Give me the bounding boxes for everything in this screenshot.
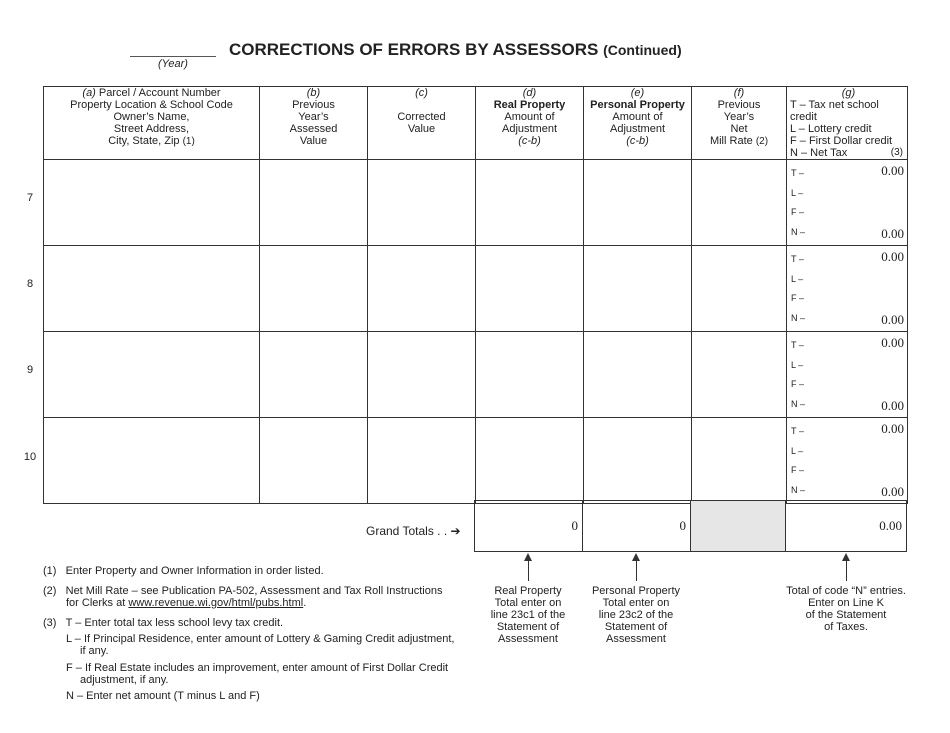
code-l: L –	[791, 360, 804, 370]
real-property-total: 0	[571, 518, 578, 533]
previous-assessed-cell[interactable]	[260, 160, 368, 246]
net-tax-note: Total of code “N” entries. Enter on Line K of the Statement of Taxes.	[786, 585, 906, 633]
code-l: L –	[791, 188, 804, 198]
corrections-table	[43, 86, 908, 504]
real-property-total-cell	[475, 501, 583, 552]
up-arrow-icon	[528, 559, 529, 581]
real-property-note: Real Property Total enter on line 23c1 of the Statement of Assessment	[490, 585, 566, 645]
up-arrow-icon	[846, 559, 847, 581]
footnote-3-f-cont: adjustment, if any.	[80, 674, 169, 686]
column-e-header: (e) Personal Property Amount of Adjustment (c-b)	[584, 87, 692, 160]
tax-codes-cell[interactable]	[787, 332, 908, 418]
footnote-3-f: F – If Real Estate includes an improvement, enter amount of First Dollar Credit	[66, 662, 449, 674]
mill-rate-cell[interactable]	[692, 418, 787, 504]
column-d-header: (d) Real Property Amount of Adjustment (c-b)	[476, 87, 584, 160]
previous-assessed-cell[interactable]	[260, 332, 368, 418]
corrected-value-cell[interactable]	[368, 160, 476, 246]
table-row	[44, 418, 908, 504]
title-continued: (Continued)	[603, 42, 682, 58]
parcel-cell[interactable]	[44, 246, 260, 332]
column-a-header: (a) Parcel / Account Number Property Location & School Code Owner’s Name, Street Address, City, State, Zip (1)	[44, 87, 260, 160]
t-value: 0.00	[881, 163, 904, 178]
code-f: F –	[791, 465, 805, 475]
row-number: 9	[26, 364, 34, 376]
code-l: L –	[791, 274, 804, 284]
previous-assessed-cell[interactable]	[260, 418, 368, 504]
personal-property-cell[interactable]	[584, 418, 692, 504]
parcel-cell[interactable]	[44, 332, 260, 418]
net-tax-total: 0.00	[879, 518, 902, 533]
column-b-header: (b) Previous Year’s Assessed Value	[260, 87, 368, 160]
real-property-cell[interactable]	[476, 160, 584, 246]
column-g-header: (g) T – Tax net school credit L – Lottery credit F – First Dollar credit N – Net Tax (3)	[787, 87, 908, 160]
t-value: 0.00	[881, 335, 904, 350]
personal-property-cell[interactable]	[584, 246, 692, 332]
publications-link[interactable]: www.revenue.wi.gov/html/pubs.html	[128, 597, 304, 609]
footnote-3-l-cont: if any.	[80, 645, 109, 657]
real-property-cell[interactable]	[476, 332, 584, 418]
code-f: F –	[791, 379, 805, 389]
n-value: 0.00	[881, 484, 904, 499]
mill-rate-cell[interactable]	[692, 332, 787, 418]
personal-property-note: Personal Property Total enter on line 23c2 of the Statement of Assessment	[591, 585, 681, 645]
footnote-2: (2) Net Mill Rate – see Publication PA-502, Assessment and Tax Roll Instructions	[43, 585, 443, 597]
column-c-header: (c) Corrected Value	[368, 87, 476, 160]
up-arrow-icon	[636, 559, 637, 581]
n-value: 0.00	[881, 312, 904, 327]
row-number: 10	[23, 451, 37, 463]
n-value: 0.00	[881, 398, 904, 413]
real-property-cell[interactable]	[476, 418, 584, 504]
footnote-2-cont: for Clerks at www.revenue.wi.gov/html/pubs.html.	[66, 597, 307, 609]
footnote-3-l: L – If Principal Residence, enter amount of Lottery & Gaming Credit adjustment,	[66, 633, 455, 645]
table-row	[44, 332, 908, 418]
table-row	[44, 160, 908, 246]
page-title: CORRECTIONS OF ERRORS BY ASSESSORS (Continued)	[229, 40, 682, 59]
personal-property-total-cell	[583, 501, 691, 552]
parcel-cell[interactable]	[44, 418, 260, 504]
year-label: (Year)	[158, 58, 188, 70]
personal-property-total: 0	[679, 518, 686, 533]
t-value: 0.00	[881, 421, 904, 436]
personal-property-cell[interactable]	[584, 160, 692, 246]
code-n: N –	[791, 313, 806, 323]
code-n: N –	[791, 399, 806, 409]
code-t: T –	[791, 340, 804, 350]
grand-totals-row	[474, 500, 907, 552]
mill-rate-total-cell-shaded	[691, 501, 786, 552]
code-l: L –	[791, 446, 804, 456]
header-row	[44, 87, 908, 160]
code-n: N –	[791, 485, 806, 495]
row-number: 8	[26, 278, 34, 290]
code-t: T –	[791, 168, 804, 178]
code-t: T –	[791, 254, 804, 264]
corrected-value-cell[interactable]	[368, 332, 476, 418]
code-f: F –	[791, 207, 805, 217]
year-input-line[interactable]	[130, 56, 216, 57]
personal-property-cell[interactable]	[584, 332, 692, 418]
footnote-3: (3) T – Enter total tax less school levy tax credit.	[43, 617, 284, 629]
footnote-3-n: N – Enter net amount (T minus L and F)	[66, 690, 260, 702]
net-tax-total-cell	[786, 501, 907, 552]
mill-rate-cell[interactable]	[692, 246, 787, 332]
mill-rate-cell[interactable]	[692, 160, 787, 246]
grand-totals-label: Grand Totals . . ➔	[366, 524, 461, 538]
row-number: 7	[26, 192, 34, 204]
tax-codes-cell[interactable]	[787, 246, 908, 332]
footnote-1: (1) Enter Property and Owner Information in order listed.	[43, 565, 324, 577]
column-f-header: (f) Previous Year’s Net Mill Rate (2)	[692, 87, 787, 160]
code-f: F –	[791, 293, 805, 303]
previous-assessed-cell[interactable]	[260, 246, 368, 332]
n-value: 0.00	[881, 226, 904, 241]
parcel-cell[interactable]	[44, 160, 260, 246]
tax-codes-cell[interactable]	[787, 418, 908, 504]
t-value: 0.00	[881, 249, 904, 264]
code-t: T –	[791, 426, 804, 436]
corrected-value-cell[interactable]	[368, 246, 476, 332]
table-row	[44, 246, 908, 332]
code-n: N –	[791, 227, 806, 237]
real-property-cell[interactable]	[476, 246, 584, 332]
tax-codes-cell[interactable]	[787, 160, 908, 246]
corrected-value-cell[interactable]	[368, 418, 476, 504]
